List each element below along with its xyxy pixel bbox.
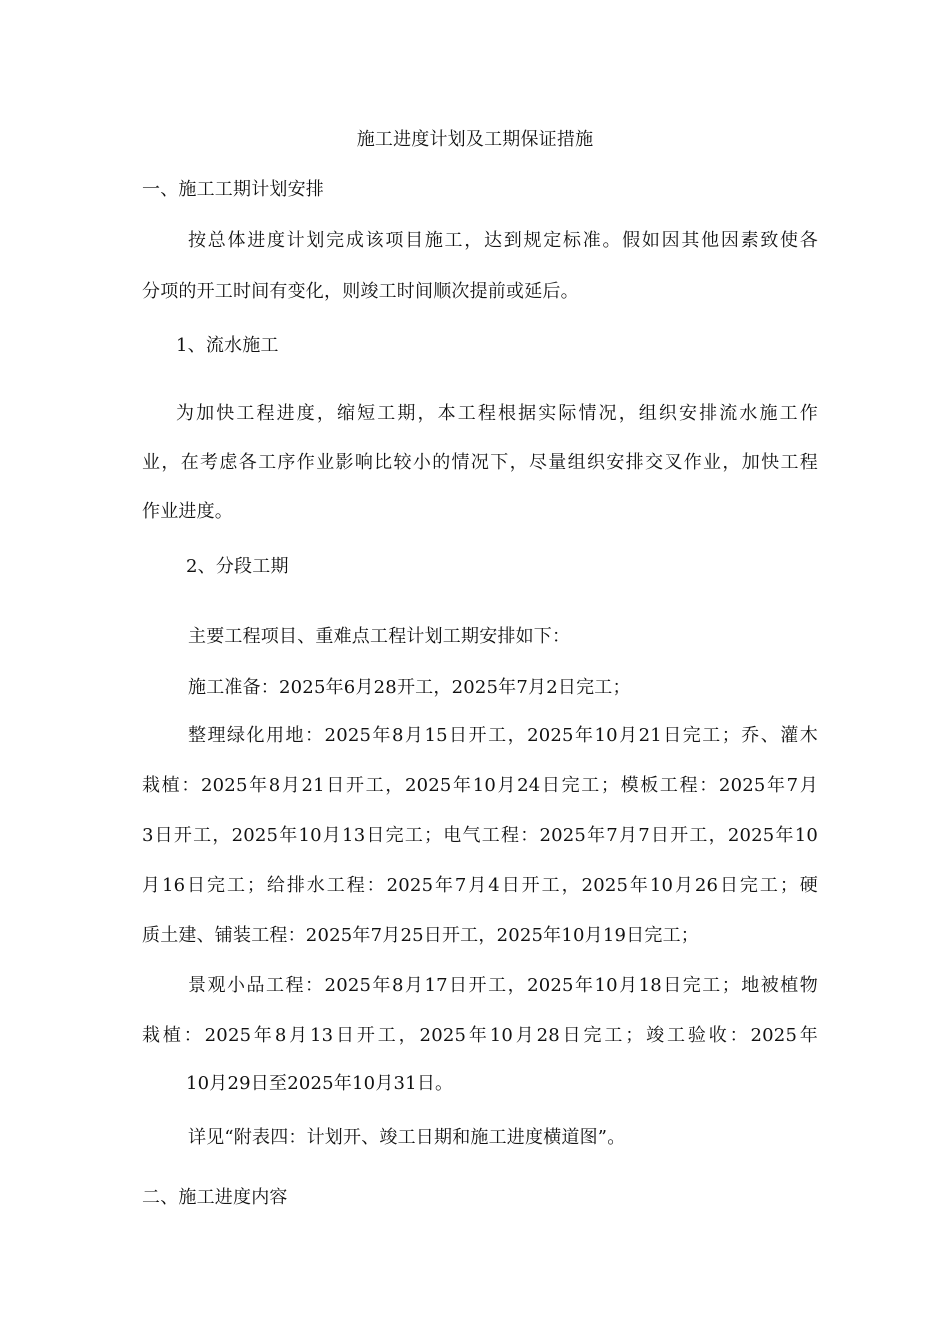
schedule-line: 3日开工，2025年10月13日完工；电气工程：2025年7月7日开工，2025年10 <box>142 825 818 846</box>
paragraph-line: 业，在考虑各工序作业影响比较小的情况下，尽量组织安排交叉作业，加快工程 <box>142 452 818 473</box>
paragraph-line: 分项的开工时间有变化，则竣工时间顺次提前或延后。 <box>142 281 579 302</box>
section-heading-1: 一、施工工期计划安排 <box>142 179 324 200</box>
schedule-line: 施工准备：2025年6月28开工，2025年7月2日完工； <box>188 677 631 698</box>
document-title: 施工进度计划及工期保证措施 <box>356 129 594 150</box>
subsection-heading-1: 1、流水施工 <box>176 335 279 356</box>
section-heading-2: 二、施工进度内容 <box>142 1187 288 1208</box>
schedule-line: 景观小品工程：2025年8月17日开工，2025年10月18日完工；地被植物 <box>188 975 818 996</box>
schedule-line: 月16日完工；给排水工程：2025年7月4日开工，2025年10月26日完工；硬 <box>142 875 818 896</box>
subsection-heading-2: 2、分段工期 <box>186 556 289 577</box>
reference-note: 详见“附表四：计划开、竣工日期和施工进度横道图”。 <box>188 1127 626 1148</box>
schedule-line: 栽植：2025年8月21日开工，2025年10月24日完工；模板工程：2025年7月 <box>142 775 818 796</box>
schedule-line: 整理绿化用地：2025年8月15日开工，2025年10月21日完工；乔、灌木 <box>188 725 818 746</box>
paragraph-line: 主要工程项目、重难点工程计划工期安排如下： <box>188 626 571 647</box>
paragraph-line: 为加快工程进度，缩短工期，本工程根据实际情况，组织安排流水施工作 <box>176 403 818 424</box>
schedule-line: 质土建、铺装工程：2025年7月25日开工，2025年10月19日完工； <box>142 925 699 946</box>
schedule-line: 栽植：2025年8月13日开工，2025年10月28日完工；竣工验收：2025年 <box>142 1025 818 1046</box>
paragraph-line: 作业进度。 <box>142 501 233 522</box>
paragraph-line: 按总体进度计划完成该项目施工，达到规定标准。假如因其他因素致使各 <box>188 230 818 251</box>
schedule-line: 10月29日至2025年10月31日。 <box>186 1073 454 1094</box>
